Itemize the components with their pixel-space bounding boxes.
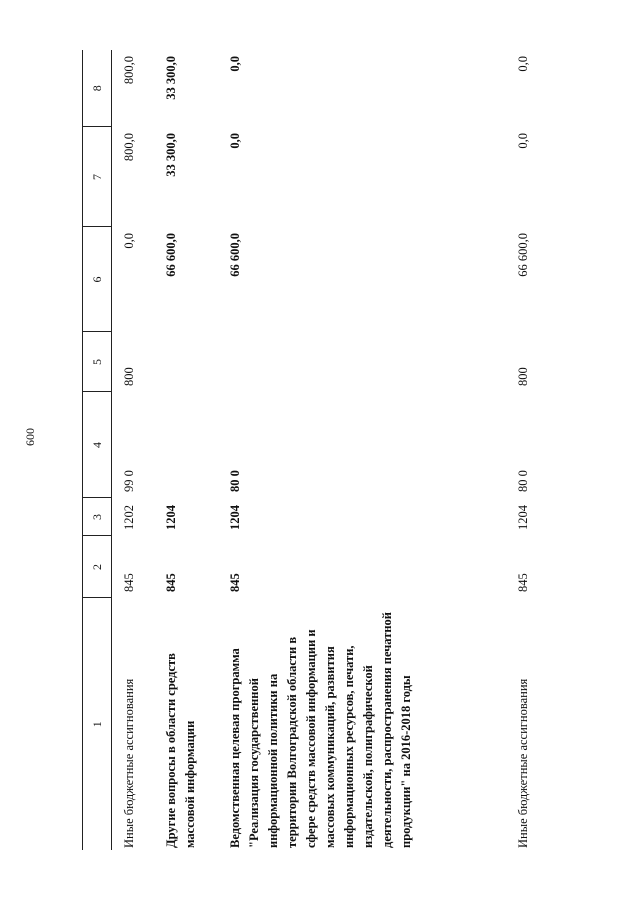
row-name: Иные бюджетные ассигнования xyxy=(122,678,136,848)
cell-ministry-code: 845 xyxy=(164,573,178,592)
cell-amount-col8: 0,0 xyxy=(228,56,242,72)
cell-ministry-code: 845 xyxy=(122,573,136,592)
cell-ministry-code: 845 xyxy=(516,573,530,592)
table-row xyxy=(218,50,506,850)
cell-amount-col8: 33 300,0 xyxy=(164,56,178,100)
cell-section-code: 1204 xyxy=(516,505,530,530)
cell-amount-col7: 800,0 xyxy=(122,133,136,162)
cell-target-code xyxy=(154,392,218,498)
cell-amount-col8: 0,0 xyxy=(516,56,530,72)
cell-amount-col7: 0,0 xyxy=(516,133,530,149)
cell-amount-col6: 66 600,0 xyxy=(228,233,242,277)
row-name: Иные бюджетные ассигнования xyxy=(516,678,530,848)
table-header-row xyxy=(83,50,112,850)
cell-section-code: 1204 xyxy=(228,505,242,530)
rotated-page-content xyxy=(60,0,540,880)
table-row xyxy=(154,50,218,850)
cell-expense-type xyxy=(154,332,218,392)
column-header-3: 3 xyxy=(83,498,112,536)
column-header-6: 6 xyxy=(83,227,112,332)
cell-amount-col7: 33 300,0 xyxy=(164,133,178,177)
column-header-8: 8 xyxy=(83,50,112,127)
cell-target-code: 80 0 xyxy=(228,470,242,492)
cell-amount-col8: 800,0 xyxy=(122,56,136,85)
table-row xyxy=(112,50,155,850)
column-header-7: 7 xyxy=(83,127,112,227)
cell-amount-col7: 0,0 xyxy=(228,133,242,149)
cell-amount-col6: 66 600,0 xyxy=(164,233,178,277)
row-name: Ведомственная целевая программа "Реализация государственной информационной политики на территории Волгоградской области в сфере средств массовой информации и массовых коммуникаций, развития информационных ресурсов, печати, издательской, полиграфической деятельности, распространения печатной продукции" на 2016-2018 годы xyxy=(228,612,413,848)
cell-expense-type: 800 xyxy=(122,367,136,386)
cell-target-code: 80 0 xyxy=(516,470,530,492)
cell-expense-type: 800 xyxy=(516,367,530,386)
cell-target-code: 99 0 xyxy=(122,470,136,492)
column-header-2: 2 xyxy=(83,536,112,598)
column-header-5: 5 xyxy=(83,332,112,392)
budget-table xyxy=(82,50,544,850)
table-row xyxy=(506,50,544,850)
column-header-4: 4 xyxy=(83,392,112,498)
cell-section-code: 1202 xyxy=(122,505,136,530)
cell-ministry-code: 845 xyxy=(228,573,242,592)
cell-amount-col6: 0,0 xyxy=(122,233,136,249)
cell-amount-col6: 66 600,0 xyxy=(516,233,530,277)
cell-expense-type xyxy=(218,332,506,392)
cell-section-code: 1204 xyxy=(164,505,178,530)
row-name: Другие вопросы в области средств массовой информации xyxy=(164,653,197,848)
column-header-1: 1 xyxy=(83,598,112,850)
page-number: 600 xyxy=(23,428,37,446)
